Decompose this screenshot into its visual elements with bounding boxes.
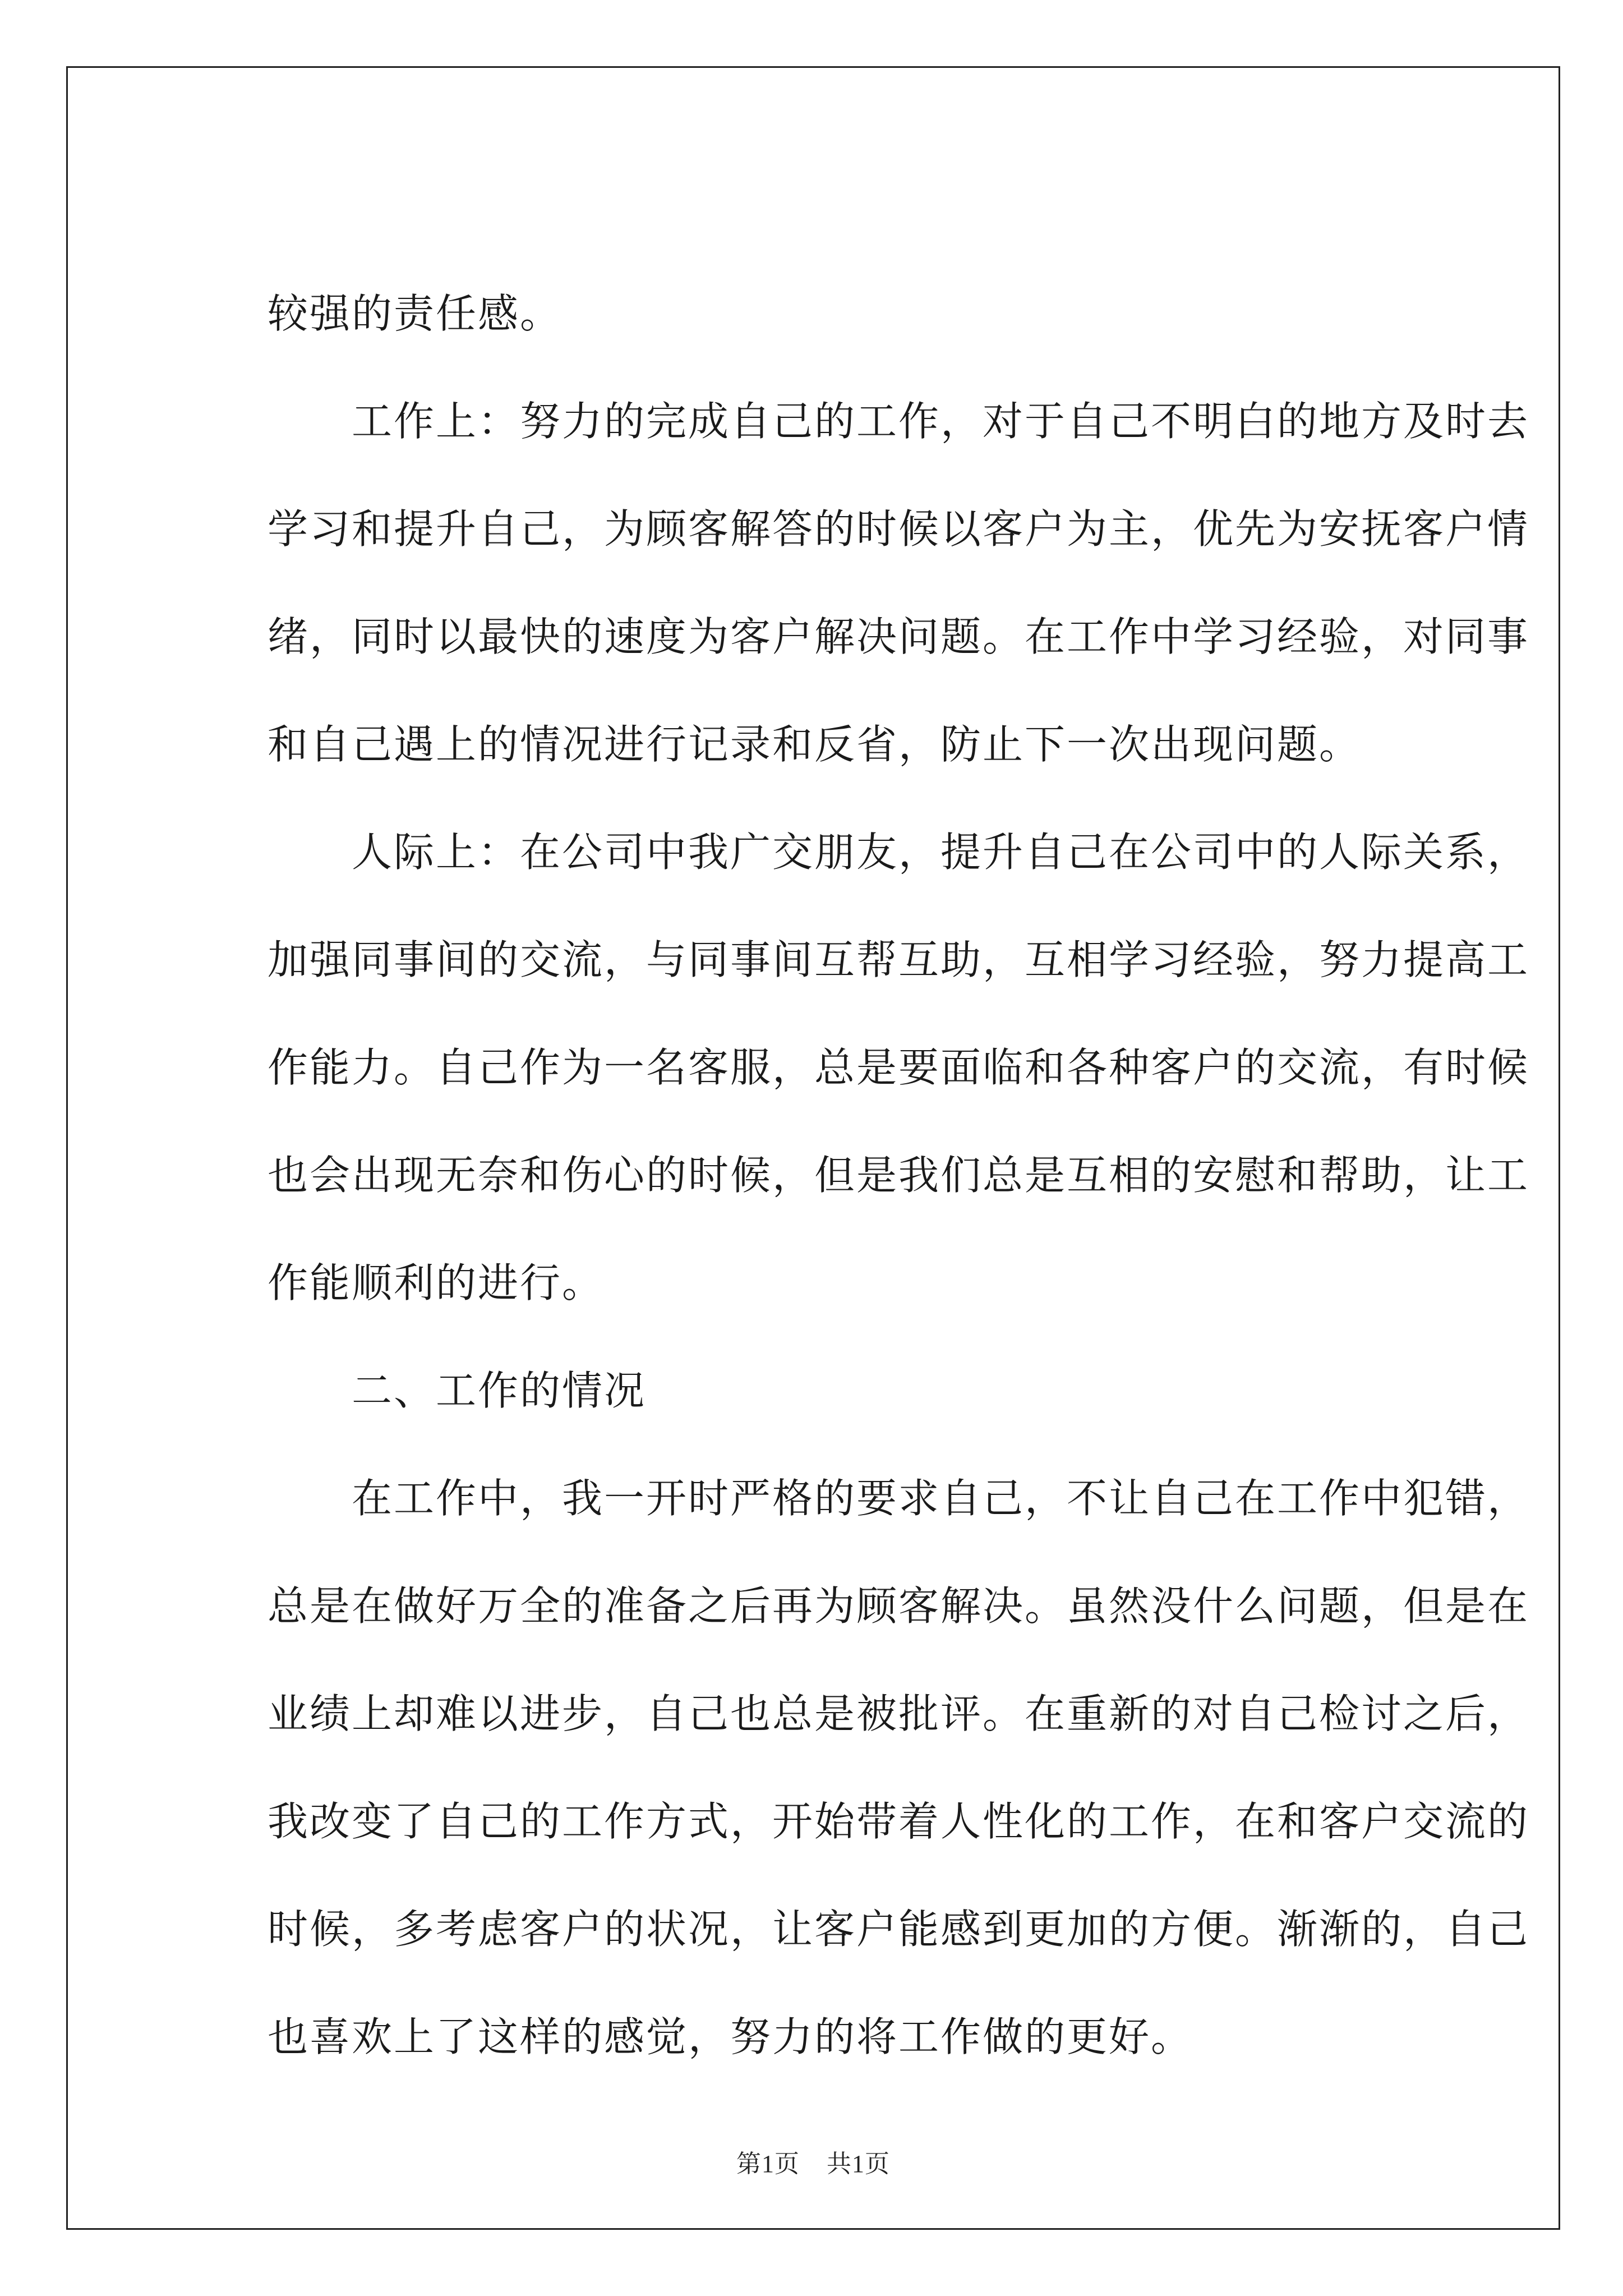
text-line: 时候，多考虑客户的状况，让客户能感到更加的方便。渐渐的，自己: [268, 1906, 1530, 1953]
text-line: 作能顺利的进行。: [268, 1259, 605, 1306]
text-line: 学习和提升自己，为顾客解答的时候以客户为主，优先为安抚客户情: [268, 505, 1530, 553]
text-line: 也喜欢上了这样的感觉，努力的将工作做的更好。: [268, 2013, 1193, 2060]
page-frame: [66, 66, 1560, 2230]
paragraph-first-line: 人际上：在公司中我广交朋友，提升自己在公司中的人际关系，: [352, 829, 1530, 876]
page-number: 第1页: [736, 2150, 800, 2178]
text-line: 我改变了自己的工作方式，开始带着人性化的工作，在和客户交流的: [268, 1798, 1530, 1845]
text-line: 总是在做好万全的准备之后再为顾客解决。虽然没什么问题，但是在: [268, 1582, 1530, 1630]
page-total: 共1页: [827, 2150, 890, 2178]
section-heading: 二、工作的情况: [352, 1367, 647, 1414]
document-body: [268, 287, 1530, 2064]
text-line: 较强的责任感。: [268, 290, 562, 337]
paragraph-first-line: 工作上：努力的完成自己的工作，对于自己不明白的地方及时去: [352, 398, 1530, 445]
text-line: 加强同事间的交流，与同事间互帮互助，互相学习经验，努力提高工: [268, 936, 1530, 983]
text-line: 和自己遇上的情况进行记录和反省，防止下一次出现问题。: [268, 721, 1362, 768]
page-footer: [68, 2143, 1559, 2179]
paragraph-first-line: 在工作中，我一开时严格的要求自己，不让自己在工作中犯错，: [352, 1475, 1530, 1522]
text-line: 作能力。自己作为一名客服，总是要面临和各种客户的交流，有时候: [268, 1044, 1530, 1091]
text-line: 也会出现无奈和伤心的时候，但是我们总是互相的安慰和帮助，让工: [268, 1152, 1530, 1199]
text-line: 绪，同时以最快的速度为客户解决问题。在工作中学习经验，对同事: [268, 613, 1530, 660]
text-line: 业绩上却难以进步，自己也总是被批评。在重新的对自己检讨之后，: [268, 1690, 1530, 1737]
